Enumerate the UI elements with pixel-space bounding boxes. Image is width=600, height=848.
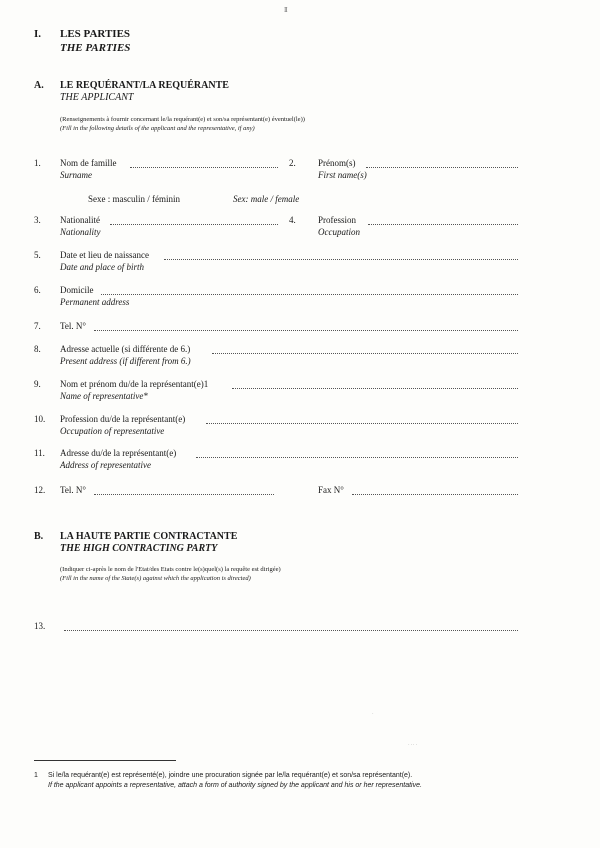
footnote-number: 1 <box>34 772 38 779</box>
representative-address-field[interactable] <box>196 457 518 458</box>
representative-occupation-label: Profession du/de la représentant(e) <box>60 414 186 424</box>
surname-label: Nom de famille <box>60 158 117 168</box>
nationality-label: Nationalité <box>60 215 100 225</box>
field-12-number: 12. <box>34 485 46 495</box>
field-3-number: 3. <box>34 215 41 225</box>
birth-label: Date et lieu de naissance <box>60 250 149 260</box>
profession-label-en: Occupation <box>318 227 360 237</box>
part-a-instructions: (Renseignements à fournir concernant le/la requérant(e) et son/sa représentant(e) éventuel(le)) <box>60 116 305 123</box>
representative-name-field[interactable] <box>232 388 518 389</box>
part-b-title-en: THE HIGH CONTRACTING PARTY <box>60 543 218 554</box>
section-number: I. <box>34 28 42 40</box>
field-10-number: 10. <box>34 414 46 424</box>
birth-field[interactable] <box>164 259 518 260</box>
representative-address-label-en: Address of representative <box>60 460 151 470</box>
profession-field[interactable] <box>368 224 518 225</box>
nationality-label-en: Nationality <box>60 227 101 237</box>
sex-label[interactable]: Sexe : masculin / féminin <box>88 194 180 204</box>
field-7-number: 7. <box>34 321 41 331</box>
representative-tel-label: Tel. N° <box>60 485 86 495</box>
representative-tel-field[interactable] <box>94 494 274 495</box>
first-name-field[interactable] <box>366 167 518 168</box>
tel-field[interactable] <box>94 330 518 331</box>
footnote-text-en: If the applicant appoints a representative, attach a form of authority signed by the applicant and his or her representative. <box>48 782 422 789</box>
tel-label: Tel. N° <box>60 321 86 331</box>
field-4-number: 4. <box>289 215 296 225</box>
state-field[interactable] <box>64 630 518 631</box>
representative-address-label: Adresse du/de la représentant(e) <box>60 448 177 458</box>
nationality-field[interactable] <box>110 224 278 225</box>
representative-fax-field[interactable] <box>352 494 518 495</box>
first-name-label-en: First name(s) <box>318 170 367 180</box>
footnote-text: Si le/la requérant(e) est représenté(e), joindre une procuration signée par le/la requérant(e) et son/sa représentant(e). <box>48 772 413 779</box>
field-5-number: 5. <box>34 250 41 260</box>
part-b-instructions: (Indiquer ci-après le nom de l'Etat/des Etats contre le(s)quel(s) la requête est dirigée) <box>60 566 281 573</box>
representative-name-label-en: Name of representative* <box>60 391 148 401</box>
sex-label-en: Sex: male / female <box>233 194 300 204</box>
representative-occupation-label-en: Occupation of representative <box>60 426 165 436</box>
field-11-number: 11. <box>34 448 45 458</box>
field-1-number: 1. <box>34 158 41 168</box>
section-title-en: THE PARTIES <box>60 42 131 54</box>
part-b-title: LA HAUTE PARTIE CONTRACTANTE <box>60 531 238 542</box>
domicile-label: Domicile <box>60 285 94 295</box>
part-a-letter: A. <box>34 80 44 91</box>
representative-name-label: Nom et prénom du/de la représentant(e)1 <box>60 379 209 389</box>
part-b-letter: B. <box>34 531 44 542</box>
surname-field[interactable] <box>130 167 278 168</box>
domicile-label-en: Permanent address <box>60 297 130 307</box>
first-name-label: Prénom(s) <box>318 158 356 168</box>
representative-fax-label: Fax N° <box>318 485 344 495</box>
footnote-rule <box>34 760 176 761</box>
part-a-title: LE REQUÉRANT/LA REQUÉRANTE <box>60 80 229 91</box>
field-8-number: 8. <box>34 344 41 354</box>
surname-label-en: Surname <box>60 170 92 180</box>
scan-artifact: · <box>372 712 374 717</box>
scan-artifact: · ·· · <box>408 743 418 748</box>
present-address-label: Adresse actuelle (si différente de 6.) <box>60 344 191 354</box>
field-13-number: 13. <box>34 621 46 631</box>
part-b-instructions-en: (Fill in the name of the State(s) against which the application is directed) <box>60 575 251 582</box>
field-9-number: 9. <box>34 379 41 389</box>
field-6-number: 6. <box>34 285 41 295</box>
birth-label-en: Date and place of birth <box>60 262 144 272</box>
present-address-label-en: Present address (if different from 6.) <box>60 356 191 366</box>
page-number: II <box>284 6 287 14</box>
representative-occupation-field[interactable] <box>206 423 518 424</box>
part-a-instructions-en: (Fill in the following details of the applicant and the representative, if any) <box>60 125 255 132</box>
part-a-title-en: THE APPLICANT <box>60 92 134 103</box>
present-address-field[interactable] <box>212 353 518 354</box>
section-title: LES PARTIES <box>60 28 131 40</box>
profession-label: Profession <box>318 215 356 225</box>
domicile-field[interactable] <box>101 294 518 295</box>
field-2-number: 2. <box>289 158 296 168</box>
